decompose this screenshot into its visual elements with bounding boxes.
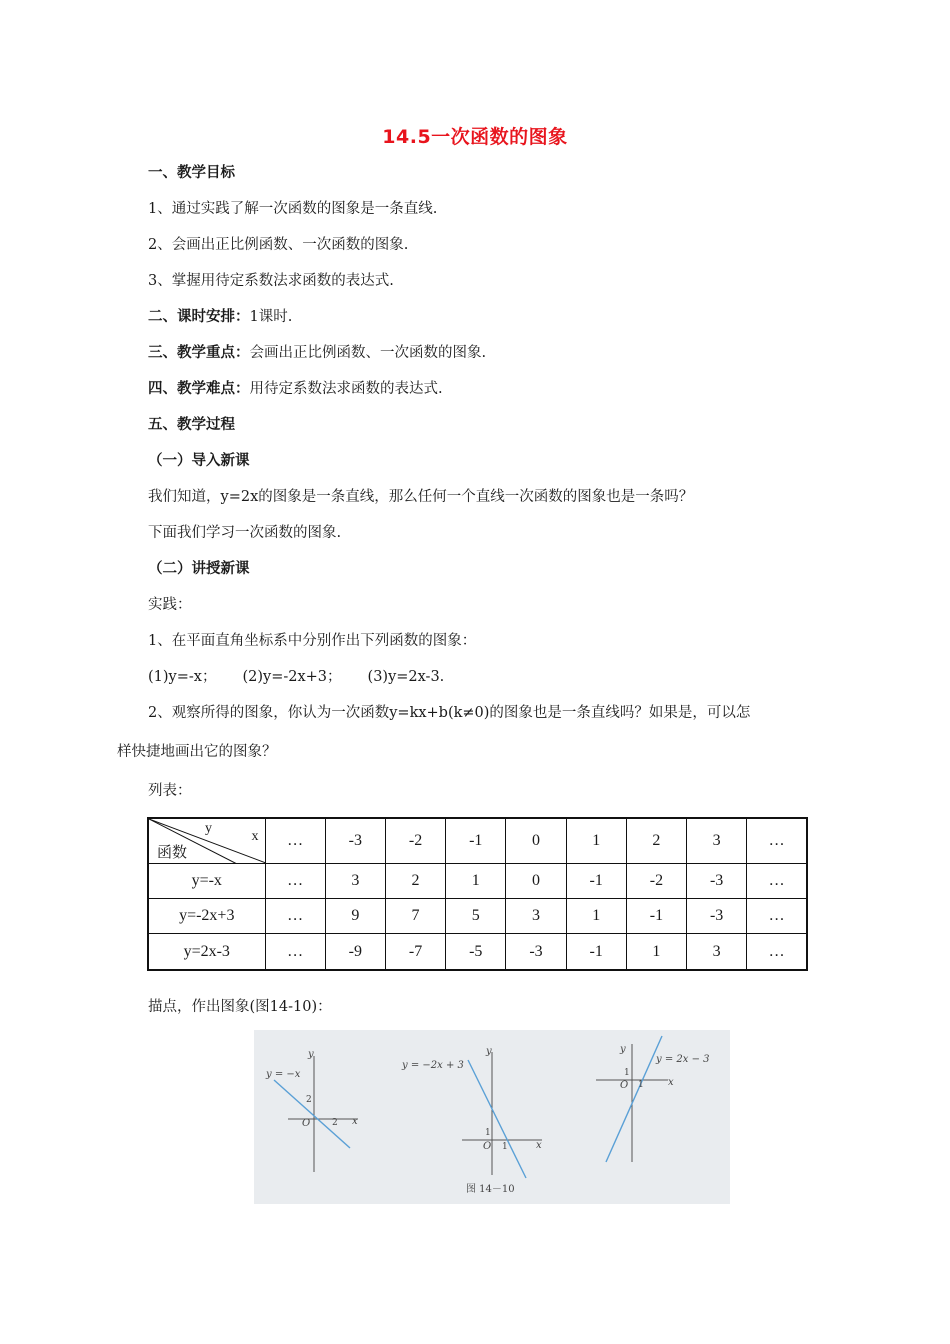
question-1: 1、在平面直角坐标系中分别作出下列函数的图象： — [148, 633, 477, 649]
graph-2-line — [468, 1060, 526, 1178]
subsection-teach: （二）讲授新课 — [148, 561, 250, 577]
function-item-2: (2)y=-2x+3； — [242, 669, 342, 685]
question-2-line-2: 样快捷地画出它的图象？ — [117, 744, 277, 760]
graph-1-origin: O — [302, 1118, 311, 1129]
table-cell: 0 — [506, 818, 566, 863]
figure-14-10 — [254, 1030, 730, 1204]
section-heading-process: 五、教学过程 — [148, 417, 235, 433]
graph-1-equation: y = −x — [266, 1069, 301, 1080]
header-function-label: 函数 — [157, 843, 188, 861]
graph-3-x-label: x — [668, 1077, 674, 1088]
graph-2 — [462, 1052, 542, 1178]
graph-2-tick-y: 1 — [485, 1128, 491, 1138]
table-cell: 0 — [506, 863, 566, 898]
difficulty-text: 用待定系数法求函数的表达式. — [249, 381, 443, 397]
figure-caption: 图 14－10 — [466, 1184, 515, 1195]
graph-3-line — [606, 1036, 662, 1162]
graph-3-equation: y = 2x − 3 — [656, 1054, 710, 1065]
graph-2-y-label: y — [486, 1046, 492, 1057]
graph-1-x-label: x — [352, 1116, 358, 1127]
table-cell: … — [747, 818, 807, 863]
table-cell: -1 — [446, 818, 506, 863]
schedule-text: 1课时. — [249, 309, 293, 325]
difficulty-row — [148, 379, 443, 399]
graph-3-y-label: y — [620, 1044, 626, 1055]
keypoint-label: 三、教学重点： — [148, 345, 250, 361]
value-table — [147, 817, 808, 971]
function-list — [148, 667, 470, 687]
graph-3-tick-x: 1 — [638, 1080, 644, 1090]
table-cell: 1 — [446, 863, 506, 898]
plot-instruction: 描点，作出图象(图14-10)： — [148, 999, 332, 1015]
list-label: 列表： — [148, 783, 192, 799]
intro-line-1: 我们知道，y=2x的图象是一条直线，那么任何一个直线一次函数的图象也是一条吗？ — [148, 489, 694, 505]
table-row — [148, 934, 807, 970]
intro-line-2: 下面我们学习一次函数的图象. — [148, 525, 342, 541]
table-cell: … — [747, 898, 807, 933]
row-label: y=-x — [148, 863, 265, 898]
table-cell: 3 — [506, 898, 566, 933]
table-cell: 3 — [687, 818, 747, 863]
table-cell: 1 — [626, 934, 686, 970]
table-cell: … — [747, 863, 807, 898]
goal-item-1: 1、通过实践了解一次函数的图象是一条直线. — [148, 201, 438, 217]
graph-1-tick-y: 2 — [306, 1095, 312, 1105]
table-cell: … — [747, 934, 807, 970]
table-cell: … — [265, 863, 325, 898]
table-cell: -1 — [566, 863, 626, 898]
table-cell: … — [265, 818, 325, 863]
graph-1-line — [274, 1080, 350, 1148]
practice-label: 实践： — [148, 597, 192, 613]
table-cell: -1 — [566, 934, 626, 970]
function-item-3: (3)y=2x-3. — [367, 669, 445, 685]
table-row — [148, 898, 807, 933]
table-cell: … — [265, 934, 325, 970]
graph-2-tick-x: 1 — [502, 1142, 508, 1152]
keypoint-text: 会画出正比例函数、一次函数的图象. — [249, 345, 487, 361]
row-label: y=-2x+3 — [148, 898, 265, 933]
row-label: y=2x-3 — [148, 934, 265, 970]
table-cell: -3 — [687, 863, 747, 898]
table-cell: 2 — [626, 818, 686, 863]
table-cell: 1 — [566, 898, 626, 933]
table-cell: 3 — [687, 934, 747, 970]
page-title: 14.5一次函数的图象 — [382, 126, 568, 148]
graph-3-tick-y: 1 — [624, 1068, 630, 1078]
table-cell: -7 — [385, 934, 445, 970]
table-cell: -9 — [325, 934, 385, 970]
function-item-1: (1)y=-x； — [148, 669, 217, 685]
table-header-row — [148, 818, 807, 863]
table-cell: -3 — [506, 934, 566, 970]
graph-2-x-label: x — [536, 1140, 542, 1151]
question-2-line-1: 2、观察所得的图象，你认为一次函数y=kx+b(k≠0)的图象也是一条直线吗？如果是，可以怎 — [148, 705, 751, 721]
subsection-intro: （一）导入新课 — [148, 453, 250, 469]
table-cell: 9 — [325, 898, 385, 933]
goal-item-2: 2、会画出正比例函数、一次函数的图象. — [148, 237, 409, 253]
table-cell: -2 — [385, 818, 445, 863]
schedule-label: 二、课时安排： — [148, 309, 250, 325]
header-x-label: x — [251, 829, 259, 844]
table-cell: 1 — [566, 818, 626, 863]
table-cell: -3 — [325, 818, 385, 863]
table-cell: -2 — [626, 863, 686, 898]
difficulty-label: 四、教学难点： — [148, 381, 250, 397]
section-heading-goals: 一、教学目标 — [148, 165, 235, 181]
table-cell: -1 — [626, 898, 686, 933]
table-cell: -5 — [446, 934, 506, 970]
table-cell: 2 — [385, 863, 445, 898]
graph-3-origin: O — [620, 1080, 629, 1091]
table-row — [148, 863, 807, 898]
goal-item-3: 3、掌握用待定系数法求函数的表达式. — [148, 273, 394, 289]
table-cell: -3 — [687, 898, 747, 933]
table-cell: … — [265, 898, 325, 933]
schedule-row — [148, 307, 292, 327]
graph-1-tick-x: 2 — [332, 1118, 338, 1128]
header-y-label: y — [205, 821, 212, 836]
table-cell: 3 — [325, 863, 385, 898]
graph-2-equation: y = −2x + 3 — [402, 1060, 464, 1071]
table-cell: 5 — [446, 898, 506, 933]
table-diagonal-header — [148, 818, 265, 863]
graphs-svg — [254, 1030, 730, 1204]
keypoint-row — [148, 343, 486, 363]
graph-1-y-label: y — [308, 1049, 314, 1060]
graph-2-origin: O — [483, 1141, 492, 1152]
table-cell: 7 — [385, 898, 445, 933]
